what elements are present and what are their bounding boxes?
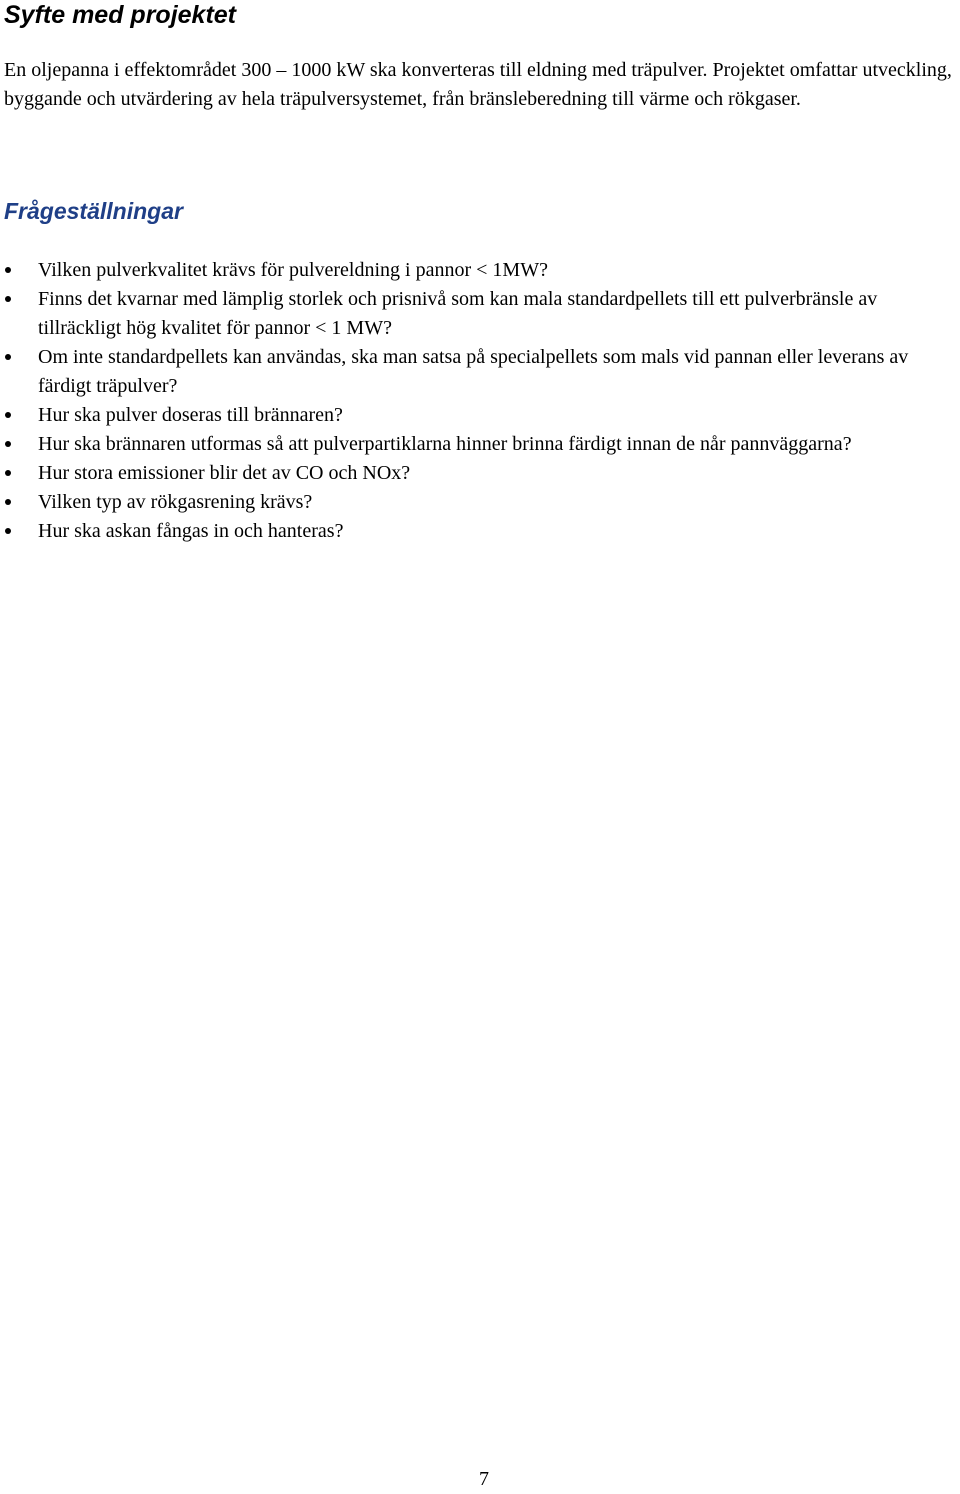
list-item [4,430,956,459]
list-item [4,256,956,285]
list-item [4,517,956,546]
list-item-text: Hur ska brännaren utformas så att pulverpartiklarna hinner brinna färdigt innan de når pannväggarna? [38,433,852,455]
list-item-text: Finns det kvarnar med lämplig storlek och prisnivå som kan mala standardpellets till ett pulverbränsle av tillräckligt hög kvalitet för pannor < 1 MW? [38,288,878,339]
list-item [4,459,956,488]
bullet-icon [4,401,38,430]
list-item-text: Hur ska askan fångas in och hanteras? [38,520,344,542]
list-item [4,488,956,517]
list-item-text: Vilken pulverkvalitet krävs för pulvereldning i pannor < 1MW? [38,259,548,281]
page-number: 7 [479,1468,489,1490]
section-title: Syfte med projektet [4,1,237,29]
intro-paragraph: En oljepanna i effektområdet 300 – 1000 kW ska konverteras till eldning med träpulver. Projektet omfattar utveckling, byggande och utvärdering av hela träpulversystemet, från bränsleberedning till värme och rökgaser. [4,59,952,110]
bullet-icon [4,488,38,517]
list-item-text: Hur stora emissioner blir det av CO och NOx? [38,462,411,484]
bullet-icon [4,430,38,459]
list-item [4,285,956,343]
bullet-icon [4,517,38,546]
bullet-icon [4,459,38,488]
questions-list [4,256,956,546]
list-item-text: Om inte standardpellets kan användas, ska man satsa på specialpellets som mals vid pannan eller leverans av färdigt träpulver? [38,346,909,397]
list-item [4,343,956,401]
questions-heading: Frågeställningar [4,198,183,224]
bullet-icon [4,285,38,314]
list-item [4,401,956,430]
bullet-icon [4,343,38,372]
list-item-text: Hur ska pulver doseras till brännaren? [38,404,343,426]
bullet-icon [4,256,38,285]
list-item-text: Vilken typ av rökgasrening krävs? [38,491,313,513]
